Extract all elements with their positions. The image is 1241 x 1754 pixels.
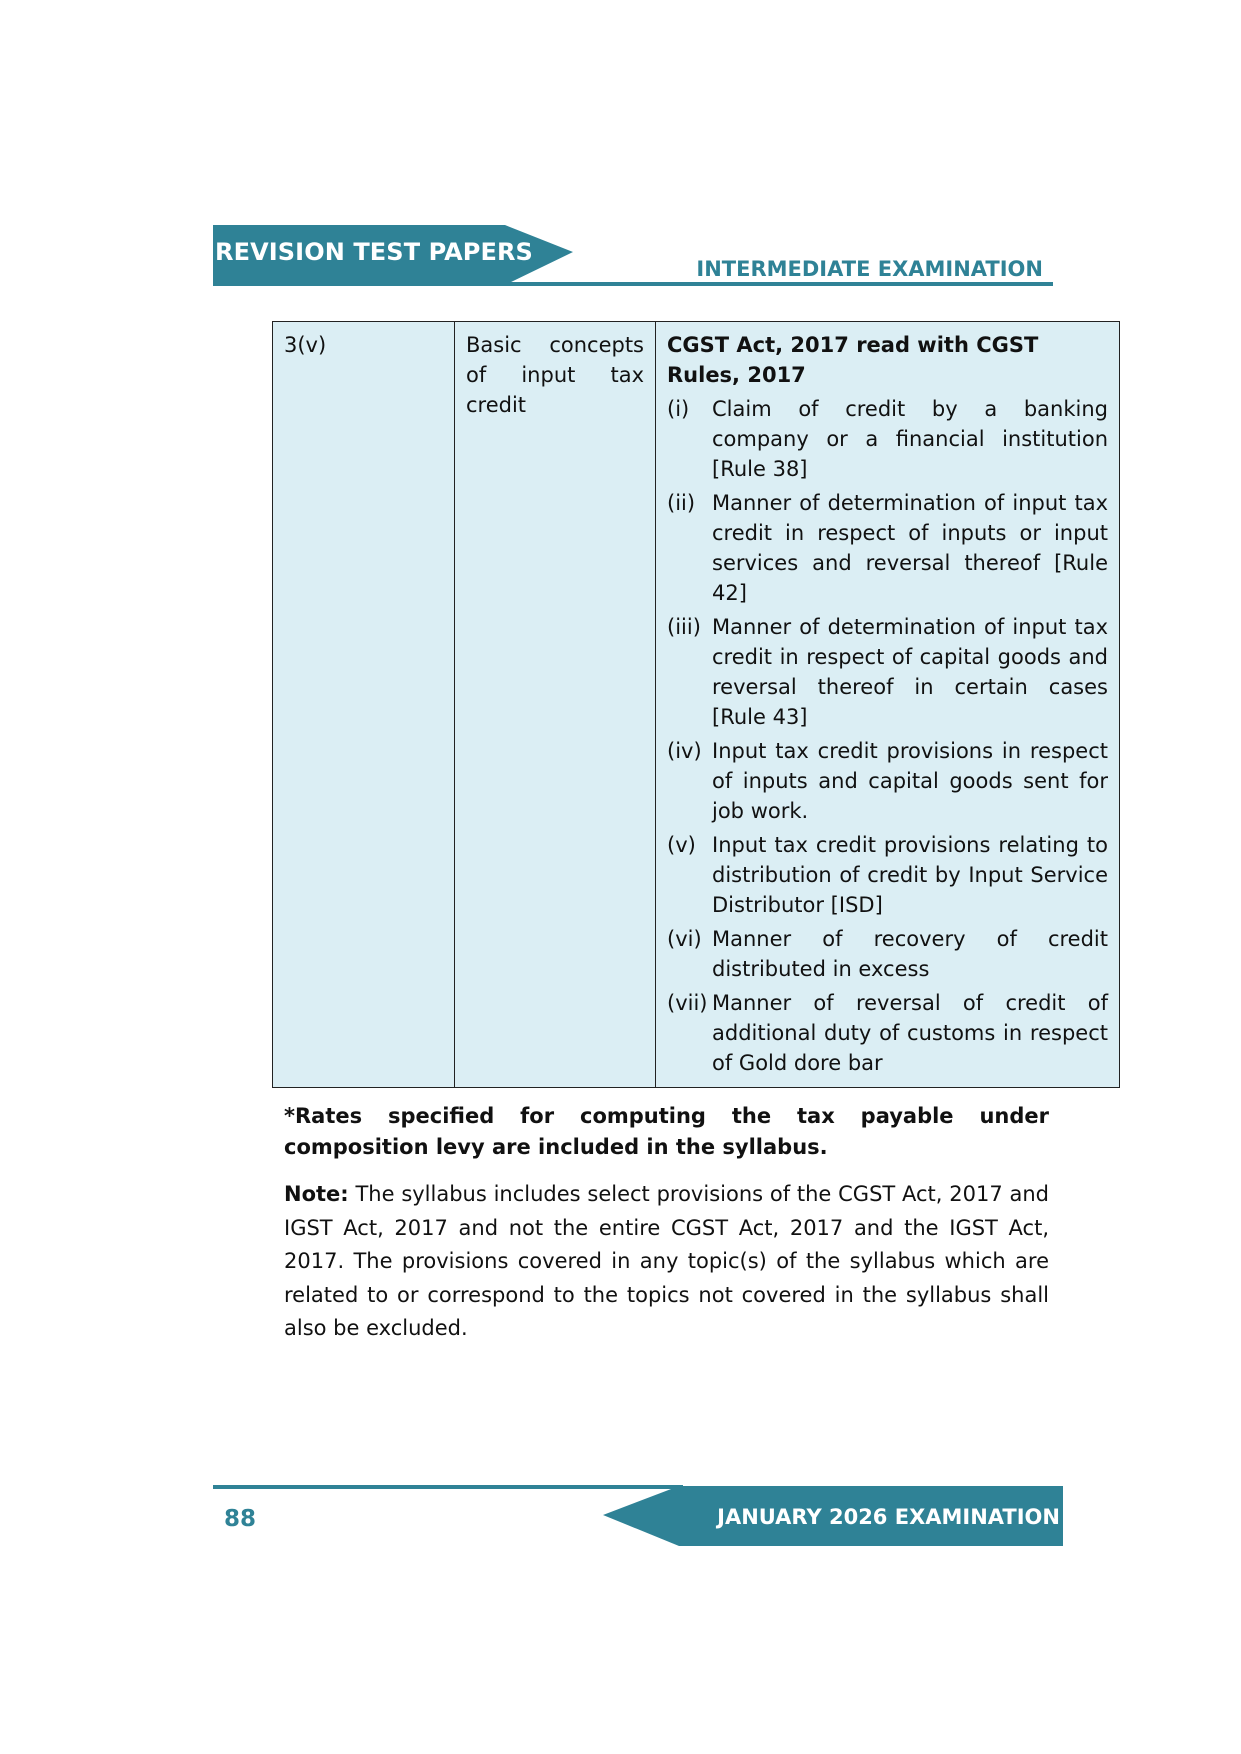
topic-cell: Basic concepts of input tax credit [455,322,656,1088]
header-banner-title: REVISION TEST PAPERS [215,238,533,266]
rates-footnote: *Rates specified for computing the tax payable under composition levy are included in the syllabus. [284,1104,1049,1159]
item-text: Manner of recovery of credit distributed in excess [712,927,1108,981]
item-text: Claim of credit by a banking company or a financial institution [Rule 38] [712,397,1108,481]
item-text: Manner of determination of input tax credit in respect of inputs or input services and reversal thereof [Rule 42] [712,491,1108,605]
list-item [667,488,1108,608]
item-text: Input tax credit provisions relating to distribution of credit by Input Service Distributor [ISD] [712,833,1108,917]
list-item [667,394,1108,484]
content-title: CGST Act, 2017 read with CGST Rules, 2017 [667,333,1039,387]
header-exam-title: INTERMEDIATE EXAMINATION [696,257,1043,281]
item-text: Manner of determination of input tax credit in respect of capital goods and reversal thereof in certain cases [Rule 43] [712,615,1108,729]
item-number: (vi) [667,927,702,951]
item-text: Manner of reversal of credit of additional duty of customs in respect of Gold dore bar [712,991,1108,1075]
footer-exam-title: JANUARY 2026 EXAMINATION [717,1505,1060,1529]
list-item [667,924,1108,984]
item-number: (iii) [667,615,701,639]
syllabus-table [272,321,1120,1088]
table-row [273,322,1120,1088]
note-text: The syllabus includes select provisions of the CGST Act, 2017 and IGST Act, 2017 and not the entire CGST Act, 2017 and the IGST Act, 2017. The provisions covered in any topic(s) of the syllabus which are related to or correspond to the topics not covered in the syllabus shall also be excluded. [284,1182,1049,1340]
note-label: Note: [284,1182,349,1206]
list-item [667,612,1108,732]
item-number: (iv) [667,739,702,763]
list-item [667,736,1108,826]
note-paragraph [284,1178,1049,1346]
page-number: 88 [224,1506,257,1532]
item-text: Input tax credit provisions in respect of inputs and capital goods sent for job work. [712,739,1108,823]
footer-rule [213,1485,683,1489]
header-rule [213,282,1053,286]
item-number: (v) [667,833,696,857]
list-item [667,830,1108,920]
item-number: (vii) [667,991,708,1015]
item-number: (i) [667,397,690,421]
content-cell [656,322,1120,1088]
item-number: (ii) [667,491,696,515]
row-id-cell: 3(v) [273,322,455,1088]
list-item [667,988,1108,1078]
